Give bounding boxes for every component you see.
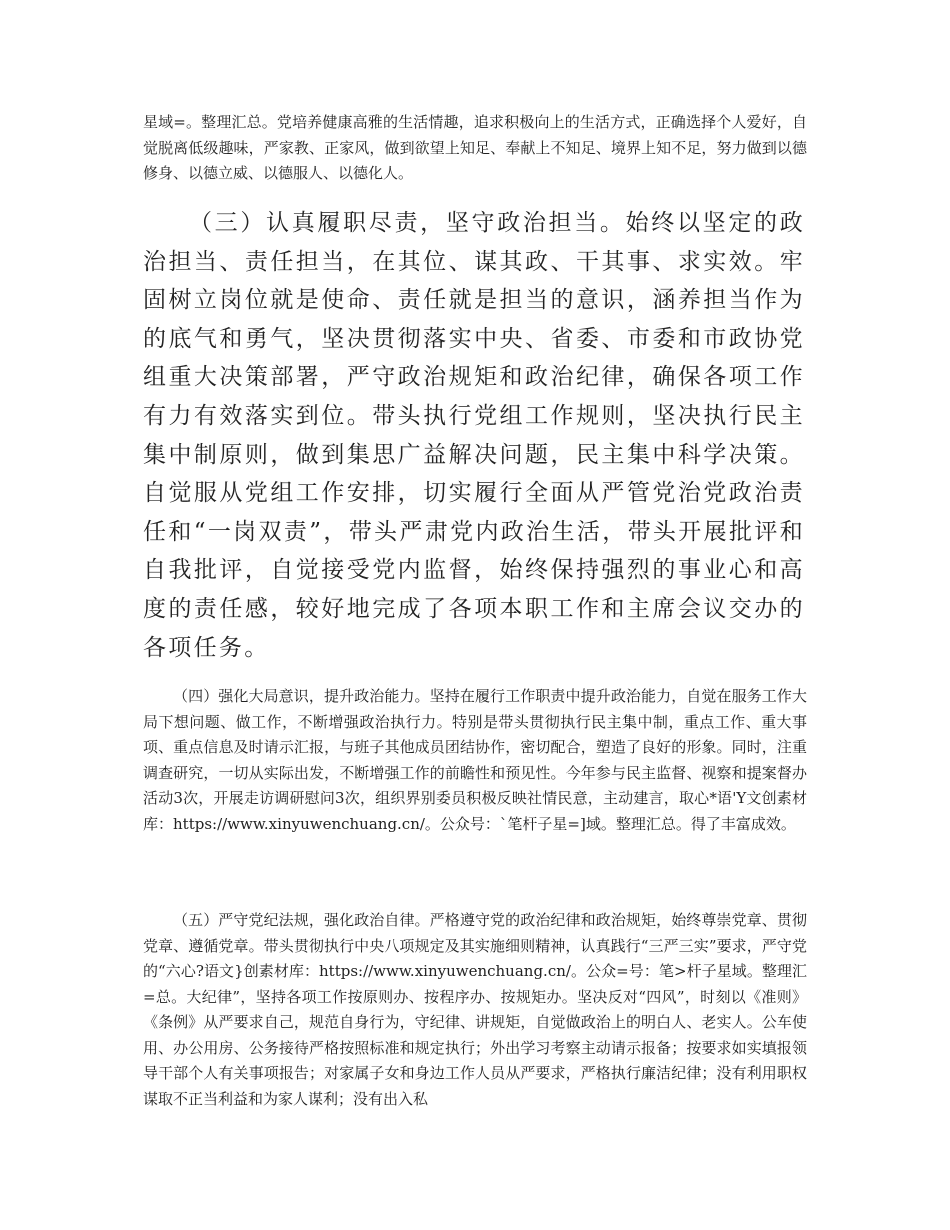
paragraph-section-three: （三）认真履职尽责，坚守政治担当。始终以坚定的政治担当、责任担当，在其位、谋其政、干其事、求实效。牢固树立岗位就是使命、责任就是担当的意识，涵养担当作为的底气和勇气，坚决贯彻落实中央、省委、市委和市政协党组重大决策部署，严守政治规矩和政治纪律，确保各项工作有力有效落实到位。带头执行党组工作规则，坚决执行民主集中制原则，做到集思广益解决问题，民主集中科学决策。自觉服从党组工作安排，切实履行全面从严管党治党政治责任和“一岗双责”，带头严肃党内政治生活，带头开展批评和自我批评，自觉接受党内监督，始终保持强烈的事业心和高度的责任感，较好地完成了各项本职工作和主席会议交办的各项任务。 (143, 210, 805, 661)
paragraph-lifestyle-continuation: 星域=。整理汇总。党培养健康高雅的生活情趣，追求积极向上的生活方式，正确选择个人爱好，自觉脱离低级趣味，严家教、正家风，做到欲望上知足、奉献上不知足、境界上知不足，努力做到以德修身、以德立威、以德服人、以德化人。 (143, 113, 807, 182)
paragraph-section-four: （四）强化大局意识，提升政治能力。坚持在履行工作职责中提升政治能力，自觉在服务工作大局下想问题、做工作，不断增强政治执行力。特别是带头贯彻执行民主集中制，重点工作、重大事项、重点信息及时请示汇报，与班子其他成员团结协作，密切配合，塑造了良好的形象。同时，注重调查研究，一切从实际出发，不断增强工作的前瞻性和预见性。今年参与民主监督、视察和提案督办活动3次，开展走访调研慰问3次，组织界别委员积极反映社情民意，主动建言，取心*语'Y文创素材库：https://www.xinyuwenchuang.cn/。公众号：`笔杆子星=]域。整理汇总。得了丰富成效。 (143, 687, 807, 833)
paragraph-section-five: （五）严守党纪法规，强化政治自律。严格遵守党的政治纪律和政治规矩，始终尊崇党章、贯彻党章、遵循党章。带头贯彻执行中央八项规定及其实施细则精神，认真践行“三严三实”要求，严守党的“六心?语文}创素材库：https://www.xinyuwenchuang.cn/。公众=号：笔>杆子星域。整理汇=总。大纪律”，坚持各项工作按原则办、按程序办、按规矩办。坚决反对“四风”，时刻以《准则》《条例》从严要求自己，规范自身行为，守纪律、讲规矩，自觉做政治上的明白人、老实人。公车使用、办公用房、公务接待严格按照标准和规定执行；外出学习考察主动请示报备；按要求如实填报领导干部个人有关事项报告；对家属子女和身边工作人员从严要求，严格执行廉洁纪律；没有利用职权谋取不正当利益和为家人谋利；没有出入私 (143, 911, 807, 1108)
